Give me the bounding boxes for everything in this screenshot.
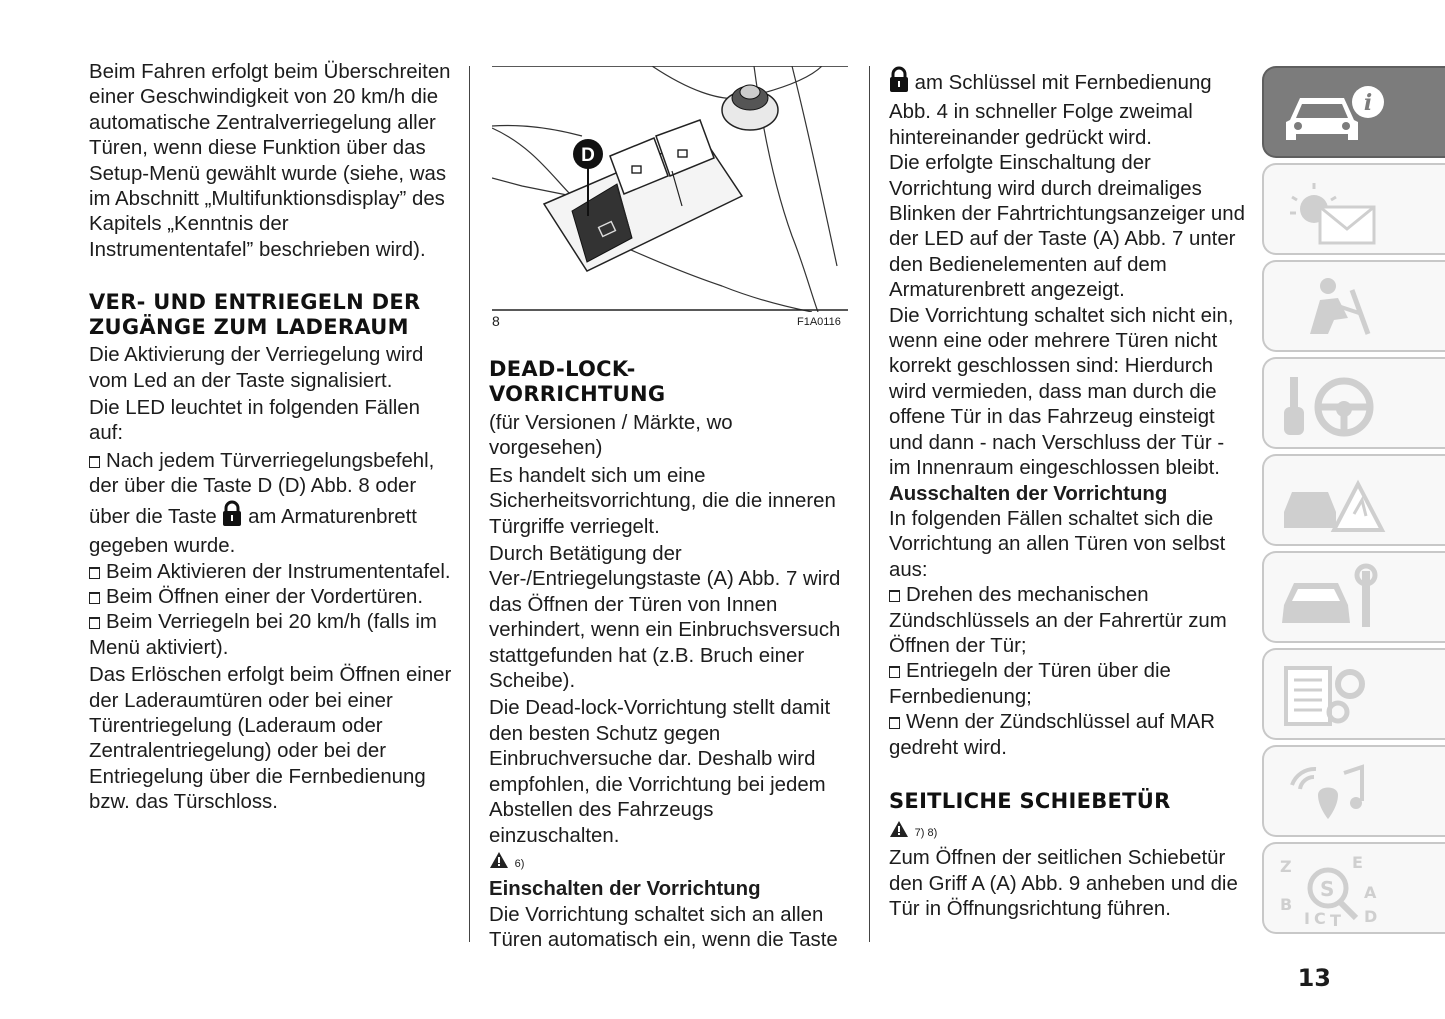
column-divider: [869, 66, 870, 942]
tab-maintenance[interactable]: [1262, 551, 1445, 643]
tab-car-info[interactable]: [1262, 66, 1445, 158]
list-item: Drehen des mechanischen Zündschlüssels an der Fahrertür zum Öffnen der Tür;: [889, 584, 1227, 657]
section-heading-laderaum: VER- UND ENTRIEGELN DER ZUGÄNGE ZUM LADERAUM: [89, 290, 421, 340]
bullet-box-icon: [889, 666, 900, 678]
technical-data-icon: [1278, 658, 1388, 734]
paragraph: am Schlüssel mit Fernbedienung Abb. 4 in schneller Folge zweimal hintereinander gedrückt wird.: [889, 66, 1249, 151]
subheading-einschalten: Einschalten der Vorrichtung: [489, 878, 761, 901]
figure-number: 8: [492, 313, 500, 329]
tab-multimedia[interactable]: [1262, 745, 1445, 837]
figure-label-d: D: [581, 145, 595, 166]
index-search-icon: [1278, 852, 1388, 928]
bullet-box-icon: [889, 590, 900, 602]
paragraph: Es handelt sich um eine Sicherheitsvorrichtung, die die inneren Türgriffe verriegelt.: [489, 464, 836, 538]
bullet-box-icon: [889, 717, 900, 729]
tab-starting-driving[interactable]: [1262, 357, 1445, 449]
warning-triangle-icon: [889, 820, 909, 845]
list-item: Beim Aktivieren der Instrumententafel.: [89, 560, 454, 585]
svg-text:C: C: [1314, 909, 1326, 928]
bullet-box-icon: [89, 456, 100, 468]
column-3: [889, 66, 1249, 923]
subheading-ausschalten: Ausschalten der Vorrichtung: [889, 482, 1168, 505]
column-divider: [469, 66, 470, 942]
tab-safety[interactable]: [1262, 260, 1445, 352]
intro-paragraph: Beim Fahren erfolgt beim Überschreiten einer Geschwindigkeit von 20 km/h die automatische Zentralverriegelung aller Türen, wenn diese Funktion über das Setup-Menü gewählt wurde (siehe, was im Abschnitt „Multifunktionsdisplay” des Kapitels „Kenntnis der Instrumententafel” beschrieben wird).: [89, 61, 451, 261]
door-switch-illustration: [492, 66, 848, 312]
list-item: Beim Verriegeln bei 20 km/h (falls im Menü aktiviert).: [89, 611, 437, 659]
paragraph: Durch Betätigung der Ver-/Entriegelungstaste (A) Abb. 7 wird das Öffnen der Türen von Innen verhindert, wenn ein Einbruchsversuch stattgefunden hat (z.B. Bruch einer Scheibe).: [489, 543, 841, 693]
figure-8-door-panel: [492, 66, 848, 312]
list-item: Beim Öffnen einer der Vordertüren.: [89, 585, 454, 610]
car-emergency-icon: [1278, 464, 1388, 540]
paragraph: In folgenden Fällen schaltet sich die Vorrichtung an allen Türen von selbst aus:: [889, 507, 1226, 581]
tab-warning-lights[interactable]: [1262, 163, 1445, 255]
page-number: 13: [1297, 964, 1331, 992]
multimedia-icon: [1278, 755, 1388, 831]
paragraph: Zum Öffnen der seitlichen Schiebetür den Griff A (A) Abb. 9 anheben und die Tür in Öffnungsrichtung führen.: [889, 847, 1238, 921]
paragraph: Die Dead-lock-Vorrichtung stellt damit den besten Schutz gegen Einbruchversuche dar. Deshalb wird empfohlen, die Vorrichtung bei jedem Abstellen des Fahrzeugs einzuschalten.: [489, 697, 831, 847]
tab-index[interactable]: [1262, 842, 1445, 934]
bullet-box-icon: [89, 567, 100, 579]
paragraph: Die Vorrichtung schaltet sich an allen Türen automatisch ein, wenn die Taste: [489, 903, 838, 952]
warning-reference: 6): [489, 849, 849, 877]
svg-text:i: i: [1363, 90, 1373, 116]
svg-text:I: I: [1304, 909, 1310, 928]
column-2: [489, 357, 849, 954]
column-1: [89, 60, 454, 816]
svg-text:E: E: [1352, 853, 1363, 872]
paragraph: Das Erlöschen erfolgt beim Öffnen einer der Laderaumtüren oder bei einer Türentriegelung (Laderaum oder Zentralentriegelung) oder bei der Entriegelung über die Fernbedienung bzw. das Türschloss.: [89, 664, 452, 814]
svg-text:D: D: [1364, 907, 1378, 926]
figure-code: F1A0116: [797, 316, 841, 328]
paragraph: Die Vorrichtung schaltet sich nicht ein, wenn eine oder mehrere Türen nicht korrekt geschlossen sind: Hierdurch wird vermieden, dass man durch die offene Tür in das Fahrzeug einsteigt und dann - nach Verschluss der Tür - im Innenraum eingeschlossen bleibt.: [889, 304, 1234, 480]
section-heading-schiebetuer: SEITLICHE SCHIEBETÜR: [889, 788, 1171, 813]
tab-technical-data[interactable]: [1262, 648, 1445, 740]
section-heading-dead-lock: DEAD-LOCK-VORRICHTUNG: [489, 357, 666, 406]
padlock-icon: [222, 500, 242, 534]
car-info-icon: [1278, 76, 1388, 152]
svg-text:T: T: [1330, 911, 1341, 928]
paragraph: Die erfolgte Einschaltung der Vorrichtung wird durch dreimaliges Blinken der Fahrtrichtungsanzeiger und der LED auf der Taste (A) Abb. 7 unter den Bedienelementen auf dem Armaturenbrett angezeigt.: [889, 152, 1245, 302]
paragraph: Die LED leuchtet in folgenden Fällen auf:: [89, 397, 420, 445]
warning-triangle-icon: [489, 851, 509, 876]
svg-text:S: S: [1320, 877, 1335, 901]
tab-emergency[interactable]: [1262, 454, 1445, 546]
svg-text:Z: Z: [1280, 857, 1292, 876]
warning-reference: 7) 8): [889, 818, 1249, 846]
car-maintenance-icon: [1278, 561, 1388, 637]
warning-light-message-icon: [1278, 173, 1388, 249]
padlock-icon: [889, 66, 909, 100]
list-item: Entriegeln der Türen über die Fernbedienung;: [889, 660, 1171, 708]
bullet-box-icon: [89, 592, 100, 604]
svg-text:A: A: [1364, 883, 1377, 902]
list-item: Wenn der Zündschlüssel auf MAR gedreht wird.: [889, 711, 1216, 759]
paragraph: (für Versionen / Märkte, wo vorgesehen): [489, 412, 733, 460]
key-steering-wheel-icon: [1278, 367, 1388, 443]
list-item: Nach jedem Türverriegelungsbefehl, der über die Taste D (D) Abb. 8 oder über die Taste am Armaturenbrett gegeben wurde.: [89, 449, 435, 558]
safety-airbag-icon: [1278, 270, 1388, 346]
bullet-box-icon: [89, 617, 100, 629]
svg-text:B: B: [1280, 895, 1293, 914]
paragraph: Die Aktivierung der Verriegelung wird vom Led an der Taste signalisiert.: [89, 344, 424, 392]
